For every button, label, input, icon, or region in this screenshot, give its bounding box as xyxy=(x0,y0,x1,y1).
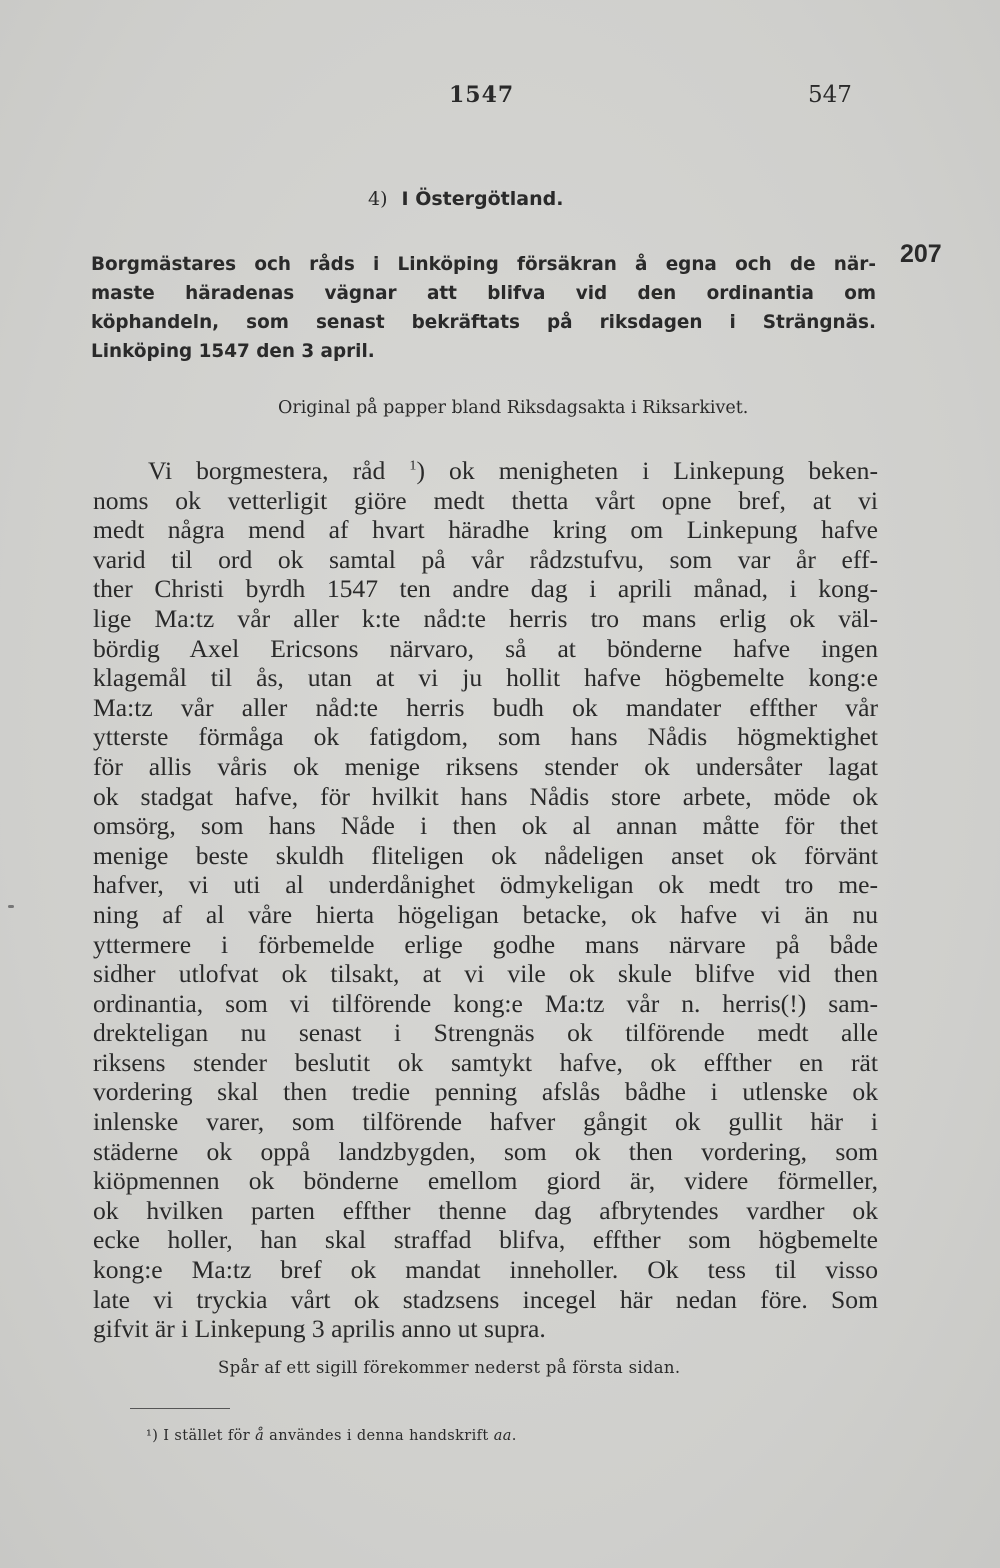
body-line: kiöpmennen ok bönderne emellom giord är, videre förmeller, xyxy=(93,1166,878,1196)
body-first-rest: ) ok menigheten i Linkepung beken- xyxy=(416,456,878,485)
body-line: klagemål til ås, utan at vi ju hollit hafve högbemelte kong:e xyxy=(93,663,878,693)
body-line: bördig Axel Ericsons närvaro, så at bönderne hafve ingen xyxy=(93,633,878,663)
document-number: 207 xyxy=(900,240,942,268)
body-line: omsörg, som hans Nåde i then ok al annan måtte för thet xyxy=(93,811,878,841)
body-line: medt några mend af hvart häradhe kring om Linkepung hafve xyxy=(93,515,878,545)
body-line: vordering skal then tredie penning afslås bådhe i utlenske ok xyxy=(93,1077,878,1107)
footnote-divider xyxy=(130,1408,230,1409)
body-line: ning af al våre hierta högeligan betacke, ok hafve vi än nu xyxy=(93,899,878,929)
footnote-text-start: I stället för xyxy=(163,1428,251,1444)
footnote-mark: å xyxy=(255,1428,265,1444)
body-line: för allis våris ok menige riksens stender ok undersåter lagat xyxy=(93,751,878,781)
page-number: 547 xyxy=(808,82,852,108)
title-line: maste häradenas vägnar att blifva vid den ordinantia om xyxy=(91,283,876,304)
body-line: inlenske varer, som tilförende hafver gångit ok gullit här i xyxy=(93,1107,878,1137)
body-line: menige beste skuldh fliteligen ok nådeligen anset ok förvänt xyxy=(93,840,878,870)
body-line: städerne ok oppå landzbygden, som ok then vordering, som xyxy=(93,1136,878,1166)
margin-speck xyxy=(8,905,14,908)
body-line: sidher utlofvat ok tilsakt, at vi vile ok skule blifve vid then xyxy=(93,959,878,989)
footnote-ref: 1 xyxy=(409,457,417,474)
body-first-words: Vi borgmestera, råd xyxy=(148,456,386,485)
section-heading xyxy=(368,188,563,210)
title-line: köphandeln, som senast bekräftats på riksdagen i Strängnäs. xyxy=(91,312,876,333)
body-line: ecke holler, han skal straffad blifva, effther som högbemelte xyxy=(93,1225,878,1255)
body-line: noms ok vetterligit giöre medt thetta vårt opne bref, at vi xyxy=(93,485,878,515)
body-line: varid til ord ok samtal på vår rådzstufvu, som var år eff- xyxy=(93,544,878,574)
body-line: yttermere i förbemelde erlige godhe mans närvare på både xyxy=(93,929,878,959)
body-line: lige Ma:tz vår aller k:te nåd:te herris tro mans erlig ok väl- xyxy=(93,603,878,633)
footnote-marker: ¹) xyxy=(146,1428,159,1444)
body-line: drekteligan nu senast i Strengnäs ok tilförende medt alle xyxy=(93,1018,878,1048)
body-line: gifvit är i Linkepung 3 aprilis anno ut supra. xyxy=(93,1314,546,1344)
body-line: ok stadgat hafve, för hvilkit hans Nådis store arbete, möde ok xyxy=(93,781,878,811)
footnote xyxy=(146,1428,517,1444)
source-note: Original på papper bland Riksdagsakta i Riksarkivet. xyxy=(278,398,749,418)
body-line: Ma:tz vår aller nåd:te herris budh ok mandater effther vår xyxy=(93,692,878,722)
body-line: late vi tryckia vårt ok stadzsens incegel här nedan före. Som xyxy=(93,1284,878,1314)
body-line: ytterste förmåga ok fatigdom, som hans Nådis högmektighet xyxy=(93,722,878,752)
body-line: ordinantia, som vi tilförende kong:e Ma:tz vår n. herris(!) sam- xyxy=(93,988,878,1018)
section-number: 4) xyxy=(368,188,388,210)
footnote-text-middle: användes i denna handskrift xyxy=(269,1428,489,1444)
body-line: hafver, vi uti al underdånighet ödmykeligan ok medt tro me- xyxy=(93,870,878,900)
body-line: ok hvilken parten effther thenne dag afbrytendes vardher ok xyxy=(93,1195,878,1225)
title-line: Linköping 1547 den 3 april. xyxy=(91,341,375,362)
seal-note: Spår af ett sigill förekommer nederst på första sidan. xyxy=(218,1358,681,1377)
title-line: Borgmästares och råds i Linköping försäkran å egna och de när- xyxy=(91,254,876,275)
footnote-end: . xyxy=(511,1428,517,1444)
body-text xyxy=(93,456,878,1344)
body-line: riksens stender beslutit ok samtykt hafve, ok effther en rät xyxy=(93,1047,878,1077)
body-line: kong:e Ma:tz bref ok mandat inneholler. Ok tess til visso xyxy=(93,1255,878,1285)
body-line xyxy=(93,456,878,486)
body-line: ther Christi byrdh 1547 ten andre dag i aprili månad, i kong- xyxy=(93,574,878,604)
footnote-variant: aa xyxy=(493,1428,512,1444)
section-title: I Östergötland. xyxy=(401,188,564,210)
document-title xyxy=(91,250,876,366)
running-header-year: 1547 xyxy=(449,82,515,108)
